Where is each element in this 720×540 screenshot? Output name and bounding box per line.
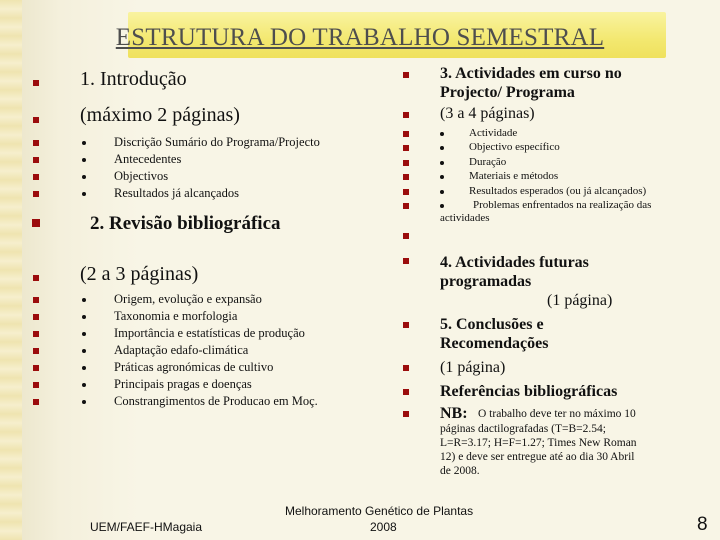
section4-line: (1 página) [547,292,613,309]
section4-line: 4. Actividades futuras [440,254,589,271]
nb-text: páginas dactilografadas (T=B=2.54; [440,423,606,435]
section3-item: Materiais e métodos [469,170,559,182]
footer-center-title: Melhoramento Genético de Plantas [285,504,474,518]
bullet-icon [33,191,39,197]
nb-text: O trabalho deve ter no máximo 10 [478,408,636,420]
dot-bullet [440,190,444,194]
dot-bullet [82,298,86,302]
bullet-icon [33,174,39,180]
section3-item-cont: actividades [440,212,490,224]
bullet-icon [403,72,409,78]
bullet-icon [33,140,39,146]
section3-item: Duração [469,156,507,168]
dot-bullet [82,383,86,387]
dot-bullet [82,400,86,404]
section2-item: Adaptação edafo-climática [114,343,249,357]
dot-bullet [440,146,444,150]
dot-bullet [440,204,444,208]
dot-bullet [82,192,86,196]
bullet-icon [403,160,409,166]
bullet-icon [33,117,39,123]
bullet-icon [403,365,409,371]
dot-bullet [82,349,86,353]
bullet-icon [33,297,39,303]
bullet-icon [403,131,409,137]
footer-left: UEM/FAEF-HMagaia [90,520,203,534]
bullet-icon [33,314,39,320]
section1-item: Discrição Sumário do Programa/Projecto [114,135,320,149]
section2-subheading: (2 a 3 páginas) [80,263,199,285]
section2-heading: 2. Revisão bibliográfica [90,213,281,234]
nb-label: NB: [440,405,468,422]
bullet-icon [403,233,409,239]
section5-line: (1 página) [440,359,506,376]
decorative-strip [0,0,22,540]
dot-bullet [440,161,444,165]
section3-line: Projecto/ Programa [440,84,575,101]
bullet-icon [403,322,409,328]
bullet-icon [403,174,409,180]
section2-item: Importância e estatísticas de produção [114,326,305,340]
dot-bullet [82,175,86,179]
dot-bullet [82,141,86,145]
footer-center-year: 2008 [370,520,397,534]
bullet-icon [32,219,40,227]
section2-item: Constrangimentos de Producao em Moç. [114,394,318,408]
section3-item: Problemas enfrentados na realização das [473,199,652,211]
section1-item: Antecedentes [114,152,182,166]
section1-subheading: (máximo 2 páginas) [80,104,240,126]
section4-line: programadas [440,273,532,290]
slide-title: ESTRUTURA DO TRABALHO SEMESTRAL [115,24,605,51]
nb-text: de 2008. [440,465,480,477]
dot-bullet [440,175,444,179]
dot-bullet [82,366,86,370]
bullet-icon [33,331,39,337]
page-number: 8 [697,514,708,535]
dot-bullet [82,332,86,336]
section5-line: 5. Conclusões e [440,316,544,333]
bullet-icon [33,399,39,405]
dot-bullet [440,132,444,136]
section3-line: (3 a 4 páginas) [440,105,535,122]
references-heading: Referências bibliográficas [440,383,618,400]
section3-line: 3. Actividades em curso no [440,65,622,82]
bullet-icon [403,389,409,395]
section2-item: Práticas agronómicas de cultivo [114,360,274,374]
nb-text: 12) e deve ser entregue até ao dia 30 Abril [440,451,635,463]
bullet-icon [33,348,39,354]
section1-item: Objectivos [114,169,169,183]
bullet-icon [403,145,409,151]
section5-line: Recomendações [440,335,549,352]
bullet-icon [403,258,409,264]
bullet-icon [33,80,39,86]
bullet-icon [403,112,409,118]
bullet-icon [403,189,409,195]
section3-item: Objectivo específico [469,141,560,153]
section3-item: Actividade [469,127,518,139]
bullet-icon [33,157,39,163]
bullet-icon [33,365,39,371]
bullet-icon [403,203,409,209]
section1-heading: 1. Introdução [80,68,187,90]
section1-item: Resultados já alcançados [114,186,239,200]
section3-item: Resultados esperados (ou já alcançados) [469,185,647,197]
dot-bullet [82,158,86,162]
nb-text: L=R=3.17; H=F=1.27; Times New Roman [440,437,637,449]
section2-item: Origem, evolução e expansão [114,292,262,306]
bullet-icon [403,411,409,417]
bullet-icon [33,382,39,388]
bullet-icon [33,275,39,281]
section2-item: Principais pragas e doenças [114,377,252,391]
dot-bullet [82,315,86,319]
section2-item: Taxonomia e morfologia [114,309,238,323]
